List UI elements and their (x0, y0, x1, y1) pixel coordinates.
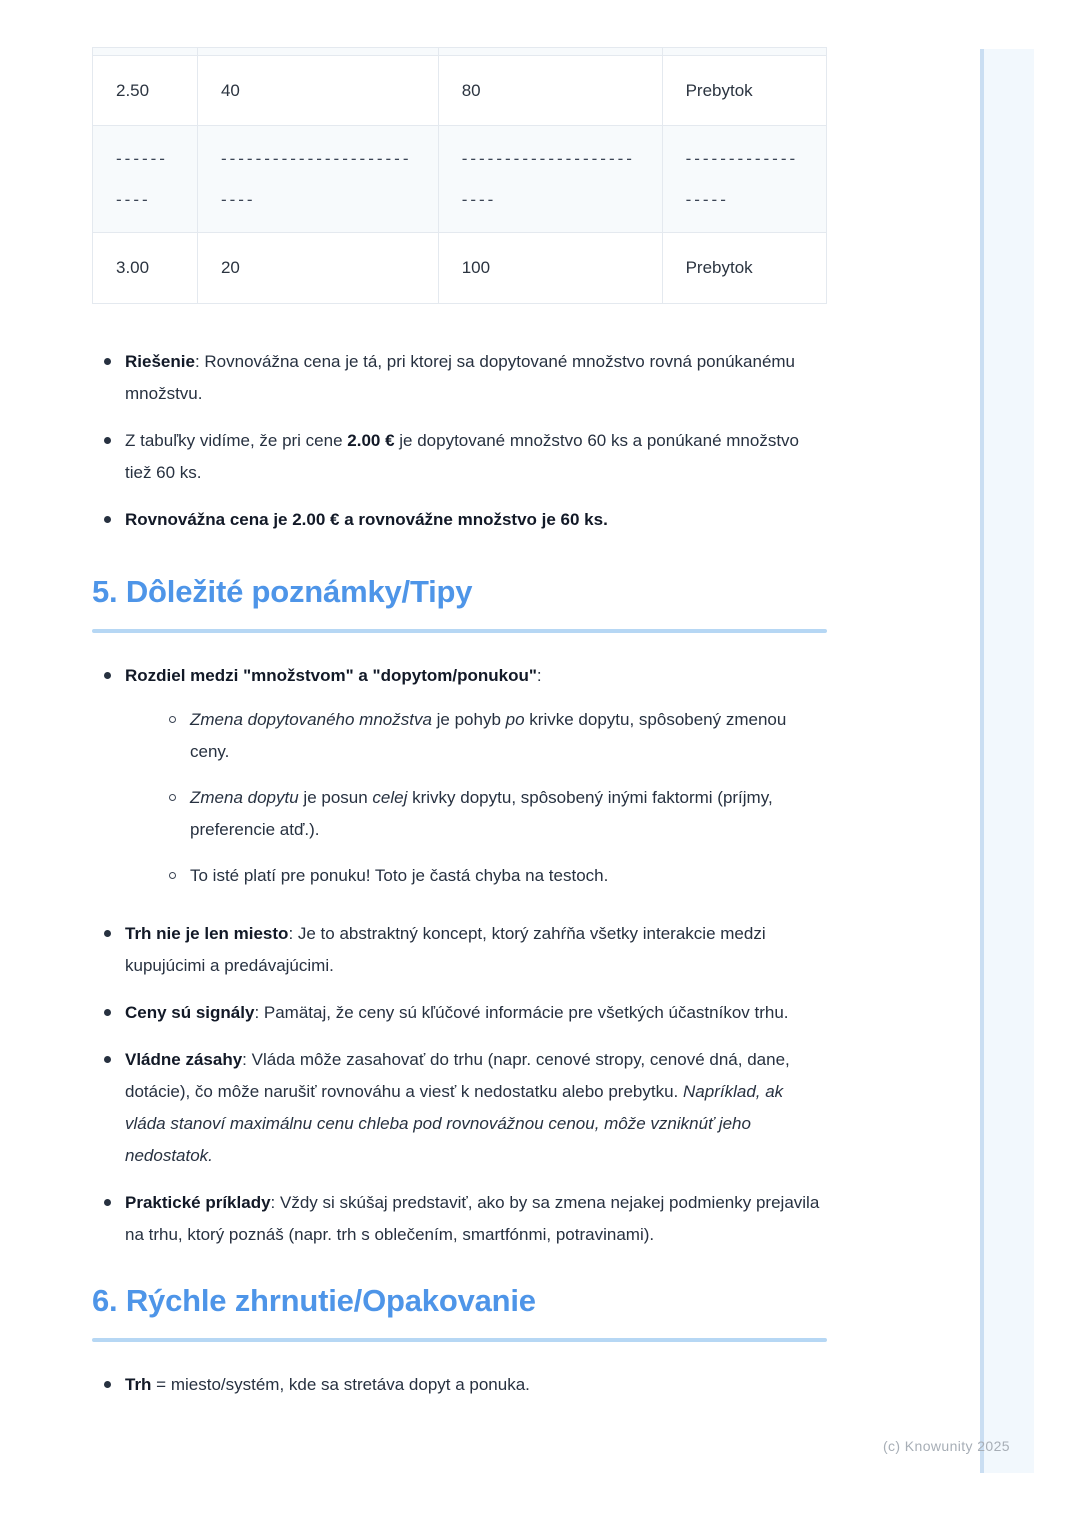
text-segment: : Rovnovážna cena je tá, pri ktorej sa dopytované množstvo rovná ponúkanému množstvu. (125, 352, 796, 403)
list-item-text (125, 425, 827, 489)
bullet-dot-icon (104, 1009, 111, 1016)
list-item (157, 704, 827, 768)
list-item-text (125, 918, 827, 982)
bullet-dot-icon (104, 516, 111, 523)
table-cell (662, 48, 826, 56)
text-segment: : Vždy si skúšaj predstaviť, ako by sa zmena nejakej podmienky prejavila na trhu, ktorý poznáš (napr. trh s oblečením, smartfónmi, potravinami). (125, 1193, 820, 1244)
table-cell: 40 (197, 56, 438, 126)
text-segment: 2.00 € (347, 431, 395, 450)
table-row-separator (93, 126, 827, 233)
text-segment: po (505, 710, 525, 729)
table-cell: 3.00 (93, 233, 198, 304)
bullet-dot-icon (104, 1381, 111, 1388)
table-row-cutoff (93, 48, 827, 56)
table-cell: Prebytok (662, 233, 826, 304)
text-segment: Vládne zásahy (125, 1050, 243, 1069)
section-5-heading: 5. Dôležité poznámky/Tipy (92, 574, 473, 609)
list-item-text (125, 346, 827, 410)
text-segment: Napríklad, ak vláda stanoví maximálnu cenu chleba pod rovnovážnou cenou, môže vzniknúť jeho nedostatok. (125, 1082, 784, 1165)
table-cell (93, 126, 198, 233)
table-cell (438, 48, 662, 56)
text-segment: je posun (298, 788, 373, 807)
text-segment: Rozdiel medzi "množstvom" a "dopytom/ponukou" (125, 666, 537, 685)
bullet-circle-icon (169, 716, 176, 723)
table-cell: Prebytok (662, 56, 826, 126)
text-segment: Trh nie je len miesto (125, 924, 289, 943)
table-row (93, 233, 827, 304)
dash-line: ---- (220, 190, 256, 209)
heading-underline (92, 629, 827, 633)
solution-list (92, 346, 827, 536)
text-segment: Praktické príklady (125, 1193, 271, 1212)
list-item-text (125, 1369, 827, 1401)
bullet-dot-icon (104, 358, 111, 365)
list-item-text (190, 782, 827, 846)
list-item (92, 1044, 827, 1172)
bullet-circle-icon (169, 794, 176, 801)
table-row (93, 56, 827, 126)
text-segment: Rovnovážna cena je 2.00 € a rovnovážne množstvo je 60 ks. (125, 510, 608, 529)
list-item-text (125, 997, 827, 1029)
list-item (92, 346, 827, 410)
notes-list (92, 660, 827, 1251)
list-item-text (190, 860, 827, 892)
list-item-text (125, 660, 827, 692)
list-item (157, 860, 827, 892)
text-segment: krivke dopytu, spôsobený zmenou ceny. (190, 710, 787, 761)
bullet-circle-icon (169, 872, 176, 879)
table-cell (438, 126, 662, 233)
table-cell (197, 126, 438, 233)
text-segment: krivky dopytu, spôsobený inými faktormi (príjmy, preferencie atď.). (190, 788, 773, 839)
bullet-dot-icon (104, 930, 111, 937)
text-segment: Trh (125, 1375, 152, 1394)
bullet-dot-icon (104, 672, 111, 679)
dash-line: ---------------------- (220, 149, 412, 168)
list-item (92, 918, 827, 982)
table-cell: 20 (197, 233, 438, 304)
dash-line: ------------- (685, 149, 799, 168)
text-segment: je pohyb (431, 710, 506, 729)
right-margin-stripe (980, 49, 1034, 1473)
text-segment: celej (372, 788, 408, 807)
dash-line: ----- (685, 190, 729, 209)
text-segment: = miesto/systém, kde sa stretáva dopyt a ponuka. (151, 1375, 530, 1394)
table-cell (93, 48, 198, 56)
list-item (157, 782, 827, 846)
text-segment: Ceny sú signály (125, 1003, 255, 1022)
bullet-dot-icon (104, 1056, 111, 1063)
equilibrium-table (92, 47, 827, 304)
text-segment: : Je to abstraktný koncept, ktorý zahŕňa všetky interakcie medzi kupujúcimi a predávajúcimi. (125, 924, 766, 975)
table-cell (197, 48, 438, 56)
text-segment: Z tabuľky vidíme, že pri cene (125, 431, 348, 450)
bullet-dot-icon (104, 1199, 111, 1206)
list-item (92, 1187, 827, 1251)
text-segment: Riešenie (125, 352, 195, 371)
text-segment: je dopytované množstvo 60 ks a ponúkané množstvo tiež 60 ks. (125, 431, 800, 482)
document-content (92, 0, 827, 1416)
text-segment: : Vláda môže zasahovať do trhu (napr. cenové stropy, cenové dná, dane, dotácie), čo môže narušiť rovnováhu a viesť k nedostatku alebo prebytku. (125, 1050, 790, 1101)
list-item (92, 997, 827, 1029)
text-segment: Zmena dopytovaného množstva (190, 710, 432, 729)
table-cell: 2.50 (93, 56, 198, 126)
heading-underline (92, 1338, 827, 1342)
list-item (92, 504, 827, 536)
summary-list (92, 1369, 827, 1401)
dash-line: ---- (116, 190, 151, 209)
dash-line: ---- (461, 190, 497, 209)
text-segment: Zmena dopytu (190, 788, 299, 807)
list-item-text (125, 1187, 827, 1251)
table-cell (662, 126, 826, 233)
bullet-dot-icon (104, 437, 111, 444)
list-item (92, 1369, 827, 1401)
table-cell: 100 (438, 233, 662, 304)
text-segment: To isté platí pre ponuku! Toto je častá chyba na testoch. (190, 866, 609, 885)
watermark-text: (c) Knowunity 2025 (882, 1438, 1010, 1454)
equilibrium-table-wrapper (92, 47, 827, 304)
list-item (92, 425, 827, 489)
section-6-heading: 6. Rýchle zhrnutie/Opakovanie (92, 1283, 536, 1318)
list-item-text (190, 704, 827, 768)
table-cell: 80 (438, 56, 662, 126)
list-item-text (125, 504, 827, 536)
text-segment: : Pamätaj, že ceny sú kľúčové informácie pre všetkých účastníkov trhu. (254, 1003, 789, 1022)
text-segment: : (536, 666, 542, 685)
list-item (92, 660, 827, 892)
nested-list (157, 704, 827, 892)
list-item-text (125, 1044, 827, 1172)
dash-line: ------ (116, 149, 168, 168)
dash-line: -------------------- (461, 149, 635, 168)
